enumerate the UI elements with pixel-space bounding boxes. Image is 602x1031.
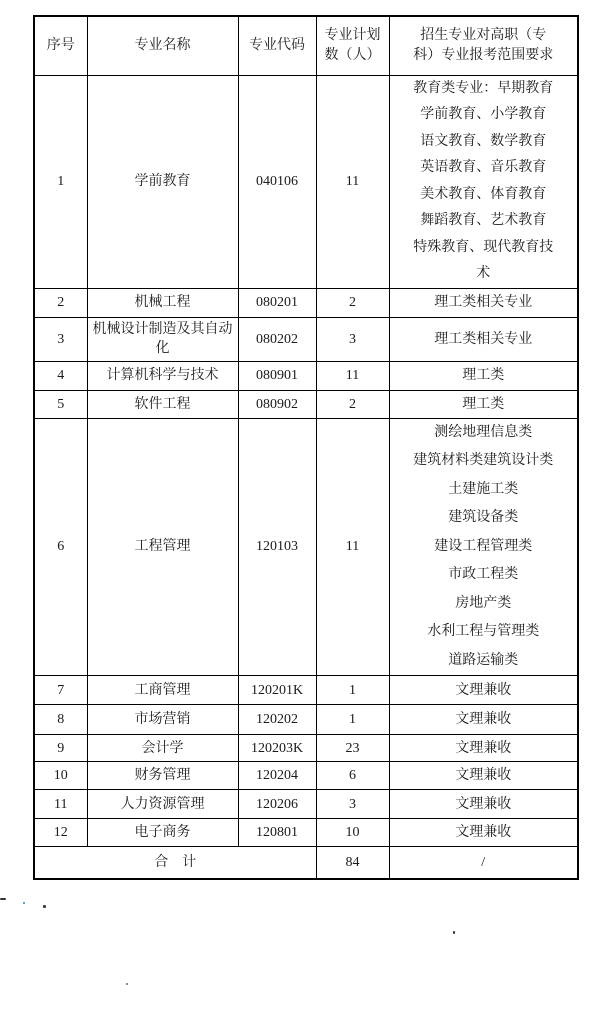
requirement-line: 建筑材料类建筑设计类 [413,453,554,468]
cell-major-code: 120202 [238,705,316,735]
cell-planned-count: 1 [316,705,389,735]
cell-planned-count: 6 [316,762,389,790]
header-major-name: 专业名称 [87,16,238,75]
cell-planned-count: 2 [316,390,389,418]
cell-requirements: 理工类 [389,361,578,390]
cell-serial-number: 4 [34,361,87,390]
requirement-line: 美术教育、体育教育 [420,186,547,202]
table-row [34,317,578,361]
cell-serial-number: 11 [34,790,87,819]
cell-major-name: 计算机科学与技术 [87,361,238,390]
requirement-line: 英语教育、音乐教育 [420,160,547,175]
cell-requirements: 文理兼收 [389,705,578,735]
cell-major-name: 机械设计制造及其自动化 [87,317,238,361]
cell-serial-number: 12 [34,819,87,847]
cell-major-code: 120206 [238,790,316,819]
cell-planned-count: 2 [316,288,389,317]
cell-major-code: 120103 [238,418,316,676]
cell-serial-number: 7 [34,676,87,705]
cell-planned-count: 11 [316,75,389,288]
requirement-line: 道路运输类 [448,652,519,668]
table-row [34,390,578,418]
cell-planned-count: 3 [316,790,389,819]
header-row [34,16,578,75]
cell-major-name: 工商管理 [87,676,238,705]
cell-major-name: 财务管理 [87,762,238,790]
cell-major-code: 120201K [238,676,316,705]
cell-major-code: 120204 [238,762,316,790]
table-row [34,762,578,790]
cell-serial-number: 8 [34,705,87,735]
cell-major-name: 电子商务 [87,819,238,847]
cell-planned-count: 23 [316,735,389,762]
requirement-line: 水利工程与管理类 [427,624,540,639]
cell-major-name: 会计学 [87,735,238,762]
cell-serial-number: 10 [34,762,87,790]
cell-requirements [389,75,578,288]
cell-major-name: 学前教育 [87,75,238,288]
cell-requirements: 文理兼收 [389,790,578,819]
table-row [34,705,578,735]
table-row [34,676,578,705]
total-row [34,847,578,879]
requirement-line: 测绘地理信息类 [434,424,533,440]
cell-major-name: 机械工程 [87,288,238,317]
scan-artifact-dot [126,983,128,985]
cell-major-name: 市场营销 [87,705,238,735]
requirement-line: 特殊教育、现代教育技术 [413,239,554,281]
cell-major-name: 人力资源管理 [87,790,238,819]
cell-serial-number: 5 [34,390,87,418]
cell-requirements: 文理兼收 [389,676,578,705]
cell-requirements: 文理兼收 [389,762,578,790]
cell-requirements [389,418,578,676]
cell-major-name: 软件工程 [87,390,238,418]
scan-artifact-dash [0,898,6,900]
total-requirements: / [389,847,578,879]
requirement-line: 土建施工类 [448,481,519,497]
header-requirements: 招生专业对高职（专科）专业报考范围要求 [389,16,578,75]
requirement-line: 房地产类 [455,595,512,611]
cell-serial-number: 1 [34,75,87,288]
cell-major-name: 工程管理 [87,418,238,676]
cell-planned-count: 11 [316,361,389,390]
cell-major-code: 080902 [238,390,316,418]
cell-major-code: 080201 [238,288,316,317]
requirement-line: 舞蹈教育、艺术教育 [420,213,547,228]
cell-planned-count: 1 [316,676,389,705]
header-serial-number: 序号 [34,16,87,75]
scan-artifact-dot [453,931,455,934]
cell-major-code: 120203K [238,735,316,762]
table-row [34,361,578,390]
requirement-line: 市政工程类 [448,567,519,582]
cell-requirements: 理工类相关专业 [389,317,578,361]
cell-requirements: 理工类相关专业 [389,288,578,317]
cell-serial-number: 9 [34,735,87,762]
requirement-line: 学前教育、小学教育 [420,107,547,122]
cell-major-code: 040106 [238,75,316,288]
requirement-line: 建筑设备类 [448,510,519,525]
cell-serial-number: 3 [34,317,87,361]
cell-serial-number: 6 [34,418,87,676]
table-row [34,819,578,847]
cell-major-code: 080202 [238,317,316,361]
majors-table [33,15,579,880]
table-row [34,418,578,676]
table-row [34,790,578,819]
table-row [34,75,578,288]
cell-requirements: 文理兼收 [389,819,578,847]
header-major-code: 专业代码 [238,16,316,75]
cell-requirements: 文理兼收 [389,735,578,762]
total-planned-count: 84 [316,847,389,879]
cell-major-code: 080901 [238,361,316,390]
cell-planned-count: 3 [316,317,389,361]
requirement-line: 教育类专业：早期教育 [413,80,554,96]
table-row [34,288,578,317]
cell-major-code: 120801 [238,819,316,847]
scan-artifact-dot [43,905,46,908]
cell-serial-number: 2 [34,288,87,317]
cell-requirements: 理工类 [389,390,578,418]
header-planned-count: 专业计划数（人） [316,16,389,75]
requirement-line: 建设工程管理类 [434,538,533,554]
table-row [34,735,578,762]
cell-planned-count: 11 [316,418,389,676]
total-label: 合 计 [34,847,316,879]
cell-planned-count: 10 [316,819,389,847]
scan-artifact-dot [23,902,25,904]
requirement-line: 语文教育、数学教育 [420,133,547,149]
